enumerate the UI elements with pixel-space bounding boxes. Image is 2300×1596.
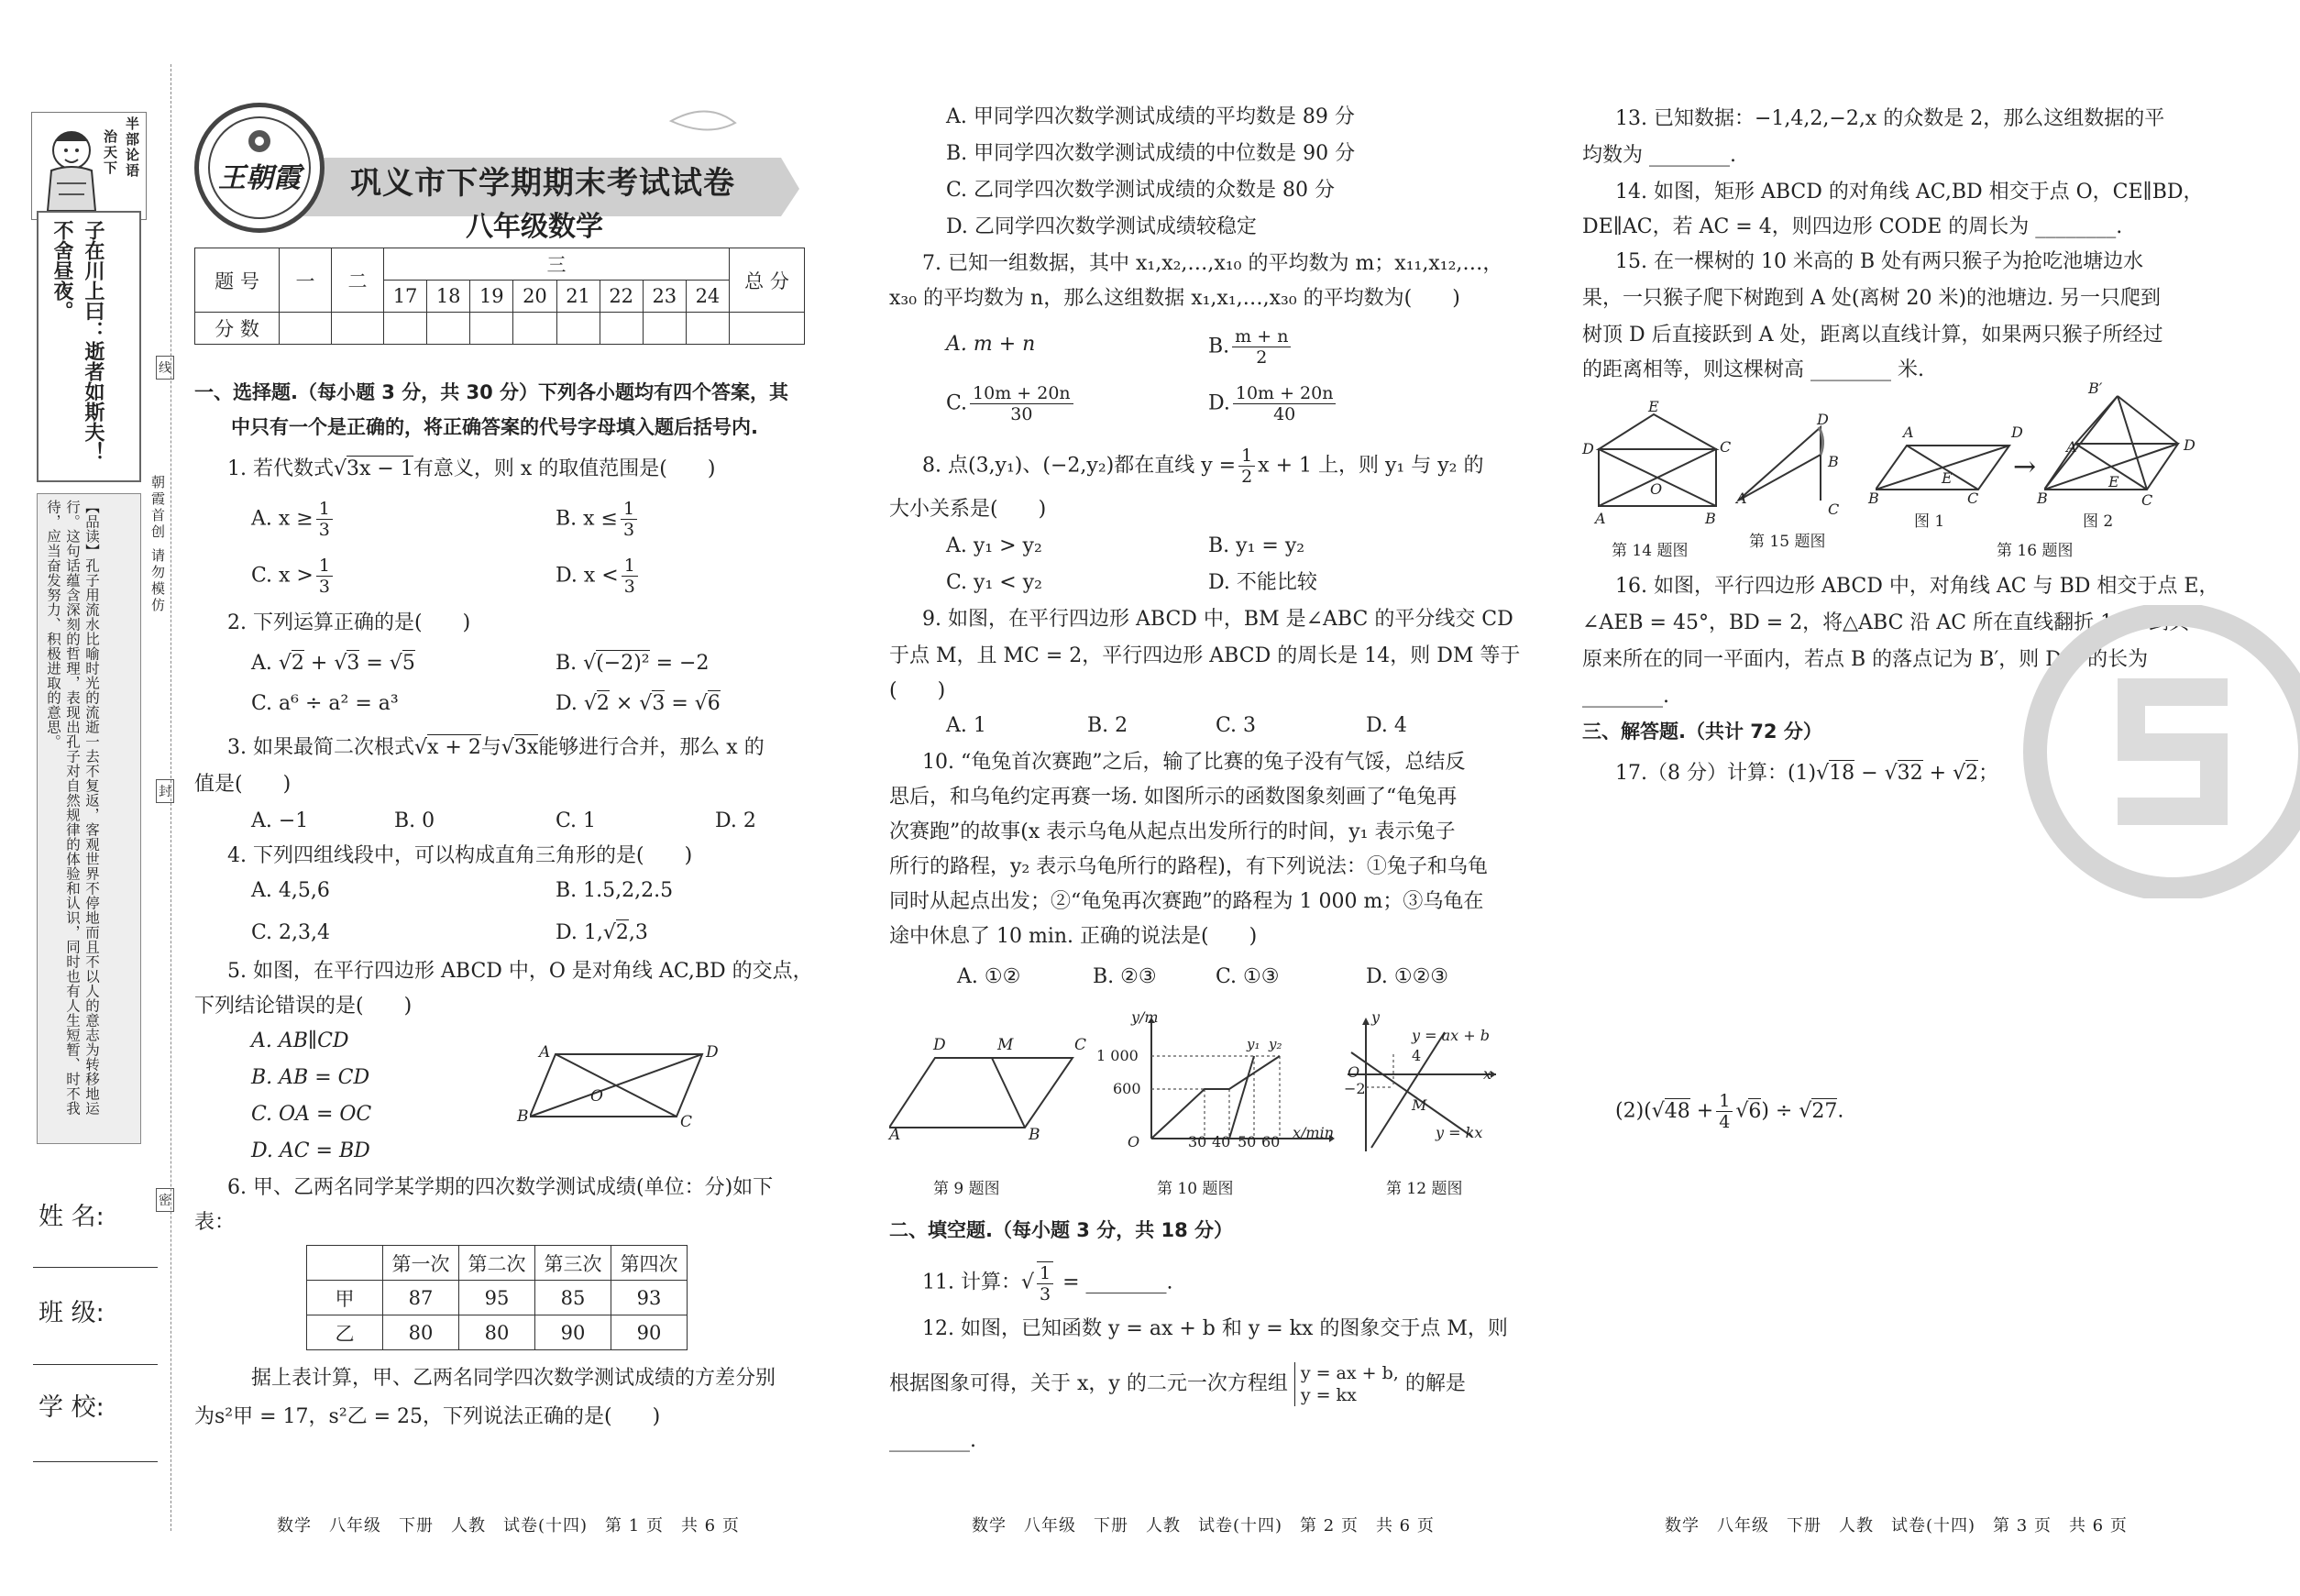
q12-stem: 12. 如图，已知函数 y = ax + b 和 y = kx 的图象交于点 M，则 [922,1317,1508,1340]
watermark-seal [2017,605,2300,898]
exam-subtitle: 八年级数学 [466,211,603,243]
section-1-heading: 一、选择题.（每小题 3 分，共 30 分）下列各小题均有四个答案，其 [194,381,789,403]
q15-stem-4: 的距离相等，则这棵树高 ________ 米. [1582,358,1924,381]
score-cell[interactable] [384,313,427,345]
q9-option-d[interactable]: D. 4 [1366,714,1407,737]
score-row-label: 分 数 [195,313,280,345]
grades-header: 第二次 [459,1246,535,1281]
q6-after-1: 据上表计算，甲、乙两名同学四次数学测试成绩的方差分别 [251,1367,776,1390]
score-header-s1: 一 [280,248,332,313]
score-cell[interactable] [427,313,470,345]
fig10-ytick-1000: 1 000 [1096,1047,1139,1064]
q10-option-b[interactable]: B. ②③ [1093,965,1157,988]
publisher-logo [194,103,325,233]
score-num: 18 [427,281,470,313]
q5-label-o: O [590,1087,603,1106]
q13-stem: 13. 已知数据：−1,4,2,−2,x 的众数是 2，那么这组数据的平 [1615,107,2165,130]
q4-option-b[interactable]: B. 1.5,2,2.5 [556,879,674,902]
vertical-note: 朝霞首创 请勿模仿 [149,475,166,614]
grades-cell: 87 [383,1281,459,1315]
q14-stem-2: DE∥AC，若 AC = 4，则四边形 CODE 的周长为 ________. [1582,215,2123,238]
fig15-label-b: B [1828,453,1839,470]
fig16-cap-2: 图 2 [2083,512,2114,531]
fig16-1-label-c: C [1967,490,1979,507]
section-2-heading: 二、填空题.（每小题 3 分，共 18 分） [889,1219,1234,1241]
score-header-label: 题 号 [195,248,280,313]
q10-stem-4: 所行的路程，y₂ 表示乌龟所行的路程)，有下列说法：①兔子和乌龟 [889,855,1488,878]
q5-stem-2: 下列结论错误的是( ) [194,995,413,1018]
score-num: 22 [600,281,643,313]
fig12-line-1: y = ax + b [1412,1027,1490,1044]
grades-cell: 90 [611,1315,688,1350]
q7-option-b[interactable]: B. $\frac{m + n}{2}$ [1208,326,1293,368]
q7-stem: 7. 已知一组数据，其中 x₁,x₂,…,x₁₀ 的平均数为 m；x₁₁,x₁₂,…， [922,252,1503,275]
q10-stem: 10. “龟兔首次赛跑”之后，输了比赛的兔子没有气馁，总结反 [922,751,1466,774]
fig16-1-label-e: E [1942,469,1953,487]
q7-option-a[interactable]: A. m + n [946,333,1036,356]
fig9-caption: 第 9 题图 [933,1180,1000,1198]
fig12-y: y [1371,1008,1381,1026]
grades-corner [307,1246,383,1281]
fig16-2-label-d: D [2184,436,2195,454]
seal-char-3: 密 [156,1188,174,1212]
fig10-caption: 第 10 题图 [1157,1180,1234,1198]
school-field[interactable] [33,1461,158,1462]
q8-stem-2: 大小关系是( ) [889,498,1047,521]
q9-option-b[interactable]: B. 2 [1087,714,1128,737]
fig12-tick-4: 4 [1412,1047,1422,1064]
fig12-point-m: M [1412,1096,1427,1114]
q16-stem-2: ∠AEB = 45°，BD = 2，将△ABC 沿 AC 所在直线翻折 180°到其 [1582,611,2190,634]
fig16-1-label-a: A [1903,424,1914,441]
q6-grades-table [306,1245,688,1350]
q5-label-d: D [706,1043,719,1062]
q17-part-1: 17.（8 分）计算：(1)√18 − √32 + √2； [1615,762,1999,785]
score-cell[interactable] [280,313,332,345]
footer-page-2: 数学 八年级 下册 人教 试卷(十四) 第 2 页 共 6 页 [972,1516,1435,1535]
grades-cell: 甲 [307,1281,383,1315]
q9-stem-2: 于点 M，且 MC = 2，平行四边形 ABCD 的周长是 14，则 DM 等于 [889,644,1521,667]
fig14-label-c: C [1720,438,1732,456]
quote-box [37,211,141,482]
fig10-ytick-600: 600 [1113,1080,1141,1097]
mascot-box [31,112,147,220]
q12-stem-2: 根据图象可得，关于 x，y 的二元一次方程组 y = ax + b, y = kx 的解是 [889,1363,1466,1405]
q16-stem-3: 原来所在的同一平面内，若点 B 的落点记为 B′，则 DB′ 的长为 [1582,648,2149,671]
q5-option-d[interactable]: D. AC = BD [251,1139,370,1162]
class-field[interactable] [33,1364,158,1365]
seal-char-1: 线 [156,356,174,380]
grades-cell: 95 [459,1281,535,1315]
q10-option-c[interactable]: C. ①③ [1216,965,1280,988]
grades-cell: 80 [459,1315,535,1350]
q8-option-c[interactable]: C. y₁ < y₂ [946,571,1042,594]
score-header-s2: 二 [332,248,384,313]
sage-figure-icon [35,116,108,218]
score-num: 23 [643,281,686,313]
q3-option-c[interactable]: C. 1 [556,809,597,832]
q5-option-a[interactable]: A. AB∥CD [251,1029,349,1052]
score-header-s3: 三 [384,248,730,281]
q11-stem: 11. 计算：√ $\frac{1}{3}$ = ________. [922,1263,1173,1304]
grades-cell: 乙 [307,1315,383,1350]
score-cell[interactable] [686,313,729,345]
seal-char-2: 封 [156,779,174,803]
q14-stem: 14. 如图，矩形 ABCD 的对角线 AC,BD 相交于点 O，CE∥BD， [1615,181,2204,204]
page-1 [194,0,822,1596]
q1-option-b[interactable]: B. x ≤ $\frac{1}{3}$ [556,499,640,540]
fig12-caption: 第 12 题图 [1386,1180,1463,1198]
q10-option-d[interactable]: D. ①②③ [1366,965,1449,988]
section-1-heading-2: 中只有一个是正确的，将正确答案的代号字母填入题后括号内. [231,416,758,438]
score-num: 17 [384,281,427,313]
fig10-origin: O [1128,1133,1140,1150]
q1-option-a[interactable]: A. x ≥ $\frac{1}{3}$ [251,499,336,540]
q7-option-c[interactable]: C. $\frac{10m + 20n}{30}$ [946,383,1076,424]
q6-option-c[interactable]: C. 乙同学四次数学测试成绩的众数是 80 分 [946,179,1336,202]
commentary-box [37,493,141,1144]
fig12-origin: O [1348,1063,1360,1081]
fig15-label-d: D [1817,411,1829,428]
fig16-cap-1: 图 1 [1914,512,1945,531]
q6-stem: 6. 甲、乙两名同学某学期的四次数学测试成绩(单位：分)如下 [227,1176,774,1199]
score-cell[interactable] [643,313,686,345]
quote-main: 子在川上曰：逝者如斯夫！不舍昼夜。 [50,220,105,462]
q15-stem-3: 树顶 D 后直接跃到 A 处，距离以直线计算，如果两只猴子所经过 [1582,324,2163,347]
q2-option-a[interactable]: A. √2 + √3 = √5 [251,652,415,675]
fig12-x: x [1483,1065,1492,1083]
score-cell[interactable] [600,313,643,345]
q3-option-d[interactable]: D. 2 [715,809,756,832]
fig9-label-b: B [1029,1126,1040,1144]
q7-option-d[interactable]: D. $\frac{10m + 20n}{40}$ [1208,383,1338,424]
fig9-parallelogram [889,1054,1082,1137]
score-num: 20 [513,281,556,313]
school-label: 学 校: [39,1393,105,1422]
q4-stem: 4. 下列四组线段中，可以构成直角三角形的是( ) [227,844,693,867]
q1-option-d[interactable]: D. x < $\frac{1}{3}$ [556,556,641,597]
fig16-2-label-a: A [2066,438,2077,456]
grades-header: 第四次 [611,1246,688,1281]
q9-option-c[interactable]: C. 3 [1216,714,1257,737]
score-cell[interactable] [513,313,556,345]
q15-stem: 15. 在一棵树的 10 米高的 B 处有两只猴子为抢吃池塘边水 [1615,250,2144,273]
fig15-tree [1734,424,1835,515]
fig16-1-label-b: B [1868,490,1879,507]
score-cell[interactable] [556,313,600,345]
fig9-label-m: M [997,1036,1014,1054]
fig10-xtick: 60 [1261,1133,1281,1150]
grades-header: 第三次 [535,1246,611,1281]
score-cell[interactable] [730,313,805,345]
q6-after-2: 为s²甲 = 17，s²乙 = 25，下列说法正确的是( ) [194,1405,661,1428]
footer-page-3: 数学 八年级 下册 人教 试卷(十四) 第 3 页 共 6 页 [1665,1516,2128,1535]
fig14-label-b: B [1705,510,1716,527]
q17-part-2: (2)(√48 + $\frac{1}{4}$ √6) ÷ √27. [1615,1091,1844,1132]
fig9-label-a: A [889,1126,901,1144]
score-num: 21 [556,281,600,313]
score-cell[interactable] [332,313,384,345]
name-label: 姓 名: [39,1203,105,1231]
fig16-1-label-d: D [2011,424,2023,441]
fig16-caption: 第 16 题图 [1997,542,2074,560]
q8-option-a[interactable]: A. y₁ > y₂ [946,534,1042,557]
q4-option-d[interactable]: D. 1,√2,3 [556,921,648,944]
grades-cell: 80 [383,1315,459,1350]
q5-option-c[interactable]: C. OA = OC [251,1103,372,1126]
class-label: 班 级: [39,1299,105,1327]
grades-cell: 93 [611,1281,688,1315]
q2-stem: 2. 下列运算正确的是( ) [227,611,471,634]
footer-page-1: 数学 八年级 下册 人教 试卷(十四) 第 1 页 共 6 页 [277,1516,740,1535]
q4-option-c[interactable]: C. 2,3,4 [251,921,331,944]
seal-stamp-icon [2017,605,2300,898]
q3-stem-2: 值是( ) [194,773,292,796]
q10-stem-6: 途中休息了 10 min. 正确的说法是( ) [889,925,1258,948]
q5-label-b: B [517,1107,529,1126]
q2-option-d[interactable]: D. √2 × √3 = √6 [556,692,721,715]
q12-answer-blank[interactable]: ________. [889,1429,976,1452]
q1-stem: 1. 若代数式√3x − 1有意义，则 x 的取值范围是( ) [227,457,716,480]
fig14-label-o: O [1650,480,1663,498]
fig15-caption: 第 15 题图 [1749,533,1826,551]
q9-option-a[interactable]: A. 1 [946,714,986,737]
fig14-caption: 第 14 题图 [1612,542,1689,560]
logo-tag-2: 治天下 [102,129,118,176]
name-field[interactable] [33,1267,158,1268]
q10-option-a[interactable]: A. ①② [957,965,1021,988]
fig15-label-c: C [1828,501,1840,518]
logo-tag-1: 半部论语 [124,116,140,179]
q8-option-b[interactable]: B. y₁ = y₂ [1208,534,1305,557]
logo-flower-icon [241,127,278,155]
q6-stem-2: 表： [194,1211,236,1234]
fig10-series-y1: y₁ [1247,1036,1260,1052]
fig14-label-e: E [1648,398,1659,415]
fig10-series-y2: y₂ [1269,1036,1282,1052]
fig12-tick-neg2: −2 [1344,1080,1366,1097]
q9-stem: 9. 如图，在平行四边形 ABCD 中，BM 是∠ABC 的平分线交 CD [922,608,1513,631]
q7-stem-2: x₃₀ 的平均数为 n，那么这组数据 x₁,x₁,…,x₃₀ 的平均数为( ) [889,287,1460,310]
q6-option-d[interactable]: D. 乙同学四次数学测试成绩较稳定 [946,215,1257,238]
q5-stem: 5. 如图，在平行四边形 ABCD 中，O 是对角线 AC,BD 的交点， [227,960,813,983]
page-2 [889,0,1521,1596]
q16-stem: 16. 如图，平行四边形 ABCD 中，对角线 AC 与 BD 相交于点 E， [1615,575,2219,598]
score-cell[interactable] [470,313,513,345]
q10-stem-2: 思后，和乌龟约定再赛一场. 如图所示的函数图象刻画了“龟兔再 [889,786,1458,809]
q5-label-c: C [680,1113,693,1131]
binding-strip [28,108,150,1162]
logo-text: 王朝霞 [218,162,301,194]
q13-stem-2: 均数为 ________. [1582,144,1736,167]
section-3-heading: 三、解答题.（共计 72 分） [1582,721,1822,743]
fig14-label-a: A [1595,510,1606,527]
q10-stem-3: 次赛跑”的故事(x 表示乌龟从起点出发所行的时间，y₁ 表示兔子 [889,820,1456,843]
q6-option-b[interactable]: B. 甲同学四次数学测试成绩的中位数是 90 分 [946,142,1356,165]
commentary-text: 【品读】孔子用流水比喻时光的流逝一去不复返，客观世界不停地而且不以人的意志为转移地运行。这句话蕴含深刻的哲理，表现出孔子对自然规律的体验和认识，同时也有人生短暂、时不我待，应当奋发努力、积极进取的意思。 [45,500,100,1116]
fig10-xlabel: x/min [1293,1124,1335,1141]
grades-header: 第一次 [383,1246,459,1281]
q8-stem: 8. 点(3,y₁)、(−2,y₂)都在直线 y = $\frac{1}{2}$ x + 1 上，则 y₁ 与 y₂ 的 [922,446,1484,487]
q5-label-a: A [539,1043,551,1062]
fig14-label-d: D [1582,440,1594,457]
q2-option-c[interactable]: C. a⁶ ÷ a² = a³ [251,692,399,715]
q6-option-a[interactable]: A. 甲同学四次数学测试成绩的平均数是 89 分 [946,105,1355,128]
fig9-label-c: C [1074,1036,1087,1054]
q5-option-b[interactable]: B. AB = CD [251,1066,370,1089]
fig10-xtick: 30 [1188,1133,1207,1150]
score-header-total: 总 分 [730,248,805,313]
fig15-label-a: A [1736,490,1747,507]
exam-title: 巩义市下学期期末考试试卷 [350,165,735,202]
fig16-2-label-e: E [2108,473,2119,490]
q3-option-b[interactable]: B. 0 [394,809,435,832]
fig9-label-d: D [933,1036,946,1054]
q4-option-a[interactable]: A. 4,5,6 [251,879,330,902]
q2-option-b[interactable]: B. √(−2)² = −2 [556,652,710,675]
q8-option-d[interactable]: D. 不能比较 [1208,571,1317,594]
fig10-xtick: 40 [1212,1133,1231,1150]
q3-stem: 3. 如果最简二次根式√x + 2与√3x能够进行合并，那么 x 的 [227,736,765,759]
fig16-2-label-c: C [2141,491,2153,509]
grades-cell: 85 [535,1281,611,1315]
fig10-xtick: 50 [1238,1133,1257,1150]
q10-stem-5: 同时从起点出发；②“龟兔再次赛跑”的路程为 1 000 m；③乌龟在 [889,890,1484,913]
fig16-arrow-icon: → [2013,451,2037,483]
q15-stem-2: 果，一只猴子爬下树跑到 A 处(离树 20 米)的池塘边. 另一只爬到 [1582,287,2162,310]
score-num: 24 [686,281,729,313]
fig16-2-label-bprime: B′ [2088,380,2103,397]
q1-option-c[interactable]: C. x > $\frac{1}{3}$ [251,556,336,597]
q9-stem-3: ( ) [889,679,946,702]
q3-option-a[interactable]: A. −1 [251,809,309,832]
fig16-2-label-b: B [2037,490,2048,507]
q16-answer-blank[interactable]: ________. [1582,685,1669,708]
fig12-line-2: y = kx [1436,1124,1483,1141]
grades-cell: 90 [535,1315,611,1350]
fig10-ylabel: y/m [1131,1008,1159,1026]
score-table [194,248,805,345]
score-num: 19 [470,281,513,313]
